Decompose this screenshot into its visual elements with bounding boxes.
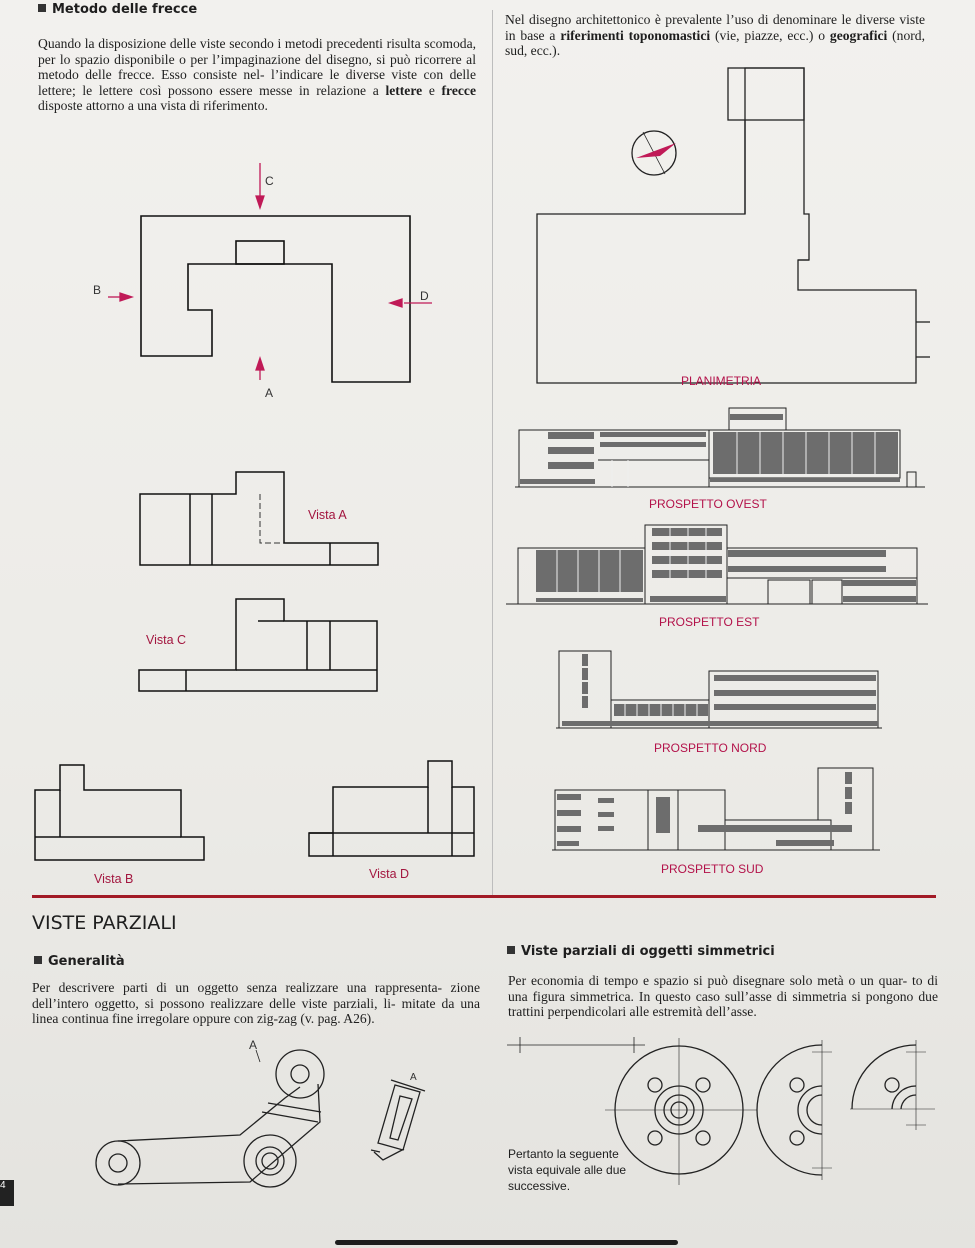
label-vista-c: Vista C <box>146 633 187 647</box>
arrow-label-a: A <box>265 386 274 400</box>
partial-letter-a: A <box>410 1072 417 1083</box>
home-indicator-bar[interactable] <box>335 1240 678 1245</box>
label-vista-a: Vista A <box>308 508 347 522</box>
label-vista-d: Vista D <box>369 867 410 881</box>
label-prospetto-nord: PROSPETTO NORD <box>654 741 767 755</box>
note-line-2: vista equivale alle due <box>508 1163 627 1177</box>
heading-metodo-frecce: Metodo delle frecce <box>38 2 197 17</box>
heading-generalita: Generalità <box>34 954 125 969</box>
intro-left-paragraph: Quando la disposizione delle viste secondo i metodi precedenti risulta scomoda, per lo spazio disponibile o per l’impaginazione del disegno, si può ricorrere al metodo delle frecce. Esso consiste nel- l’indicare le diverse viste con delle lettere; le lettere così possono essere messe in relazione a lettere e frecce disposte attorno a una vista di riferimento. <box>38 36 476 114</box>
section-title: VISTE PARZIALI <box>32 912 177 934</box>
note-line-3: successive. <box>508 1179 571 1193</box>
arrow-label-d: D <box>420 289 429 303</box>
section-letter-a: A <box>249 1038 258 1052</box>
label-prospetto-est: PROSPETTO EST <box>659 615 760 629</box>
label-prospetto-sud: PROSPETTO SUD <box>661 862 764 876</box>
label-vista-b: Vista B <box>94 872 134 886</box>
simmetrici-paragraph: Per economia di tempo e spazio si può disegnare solo metà o un quar- to di una figura simmetrica. In questo caso sull’asse di simmetria si pongono due trattini perpendicolari alle estremità dell’asse. <box>508 973 938 1020</box>
arrow-label-b: B <box>93 283 102 297</box>
label-planimetria: PLANIMETRIA <box>681 374 762 388</box>
intro-right-paragraph: Nel disegno architettonico è prevalente l’uso di denominare le diverse viste in base a riferimenti toponomastici (vie, piazze, ecc.) o geografici (nord, sud, ecc.). <box>505 12 925 59</box>
generalita-paragraph: Per descrivere parti di un oggetto senza realizzare una rappresenta- zione dell’intero oggetto, si possono realizzare delle viste parziali, li- mitate da una linea continua fine irregolare oppure con zig-zag (v. pag. A26). <box>32 980 480 1027</box>
label-prospetto-ovest: PROSPETTO OVEST <box>649 497 767 511</box>
page-number: 4 <box>0 1180 14 1206</box>
heading-simmetrici: Viste parziali di oggetti simmetrici <box>507 944 775 959</box>
symmetry-note <box>508 1146 626 1194</box>
arrow-label-c: C <box>265 174 274 188</box>
note-line-1: Pertanto la seguente <box>508 1147 619 1161</box>
